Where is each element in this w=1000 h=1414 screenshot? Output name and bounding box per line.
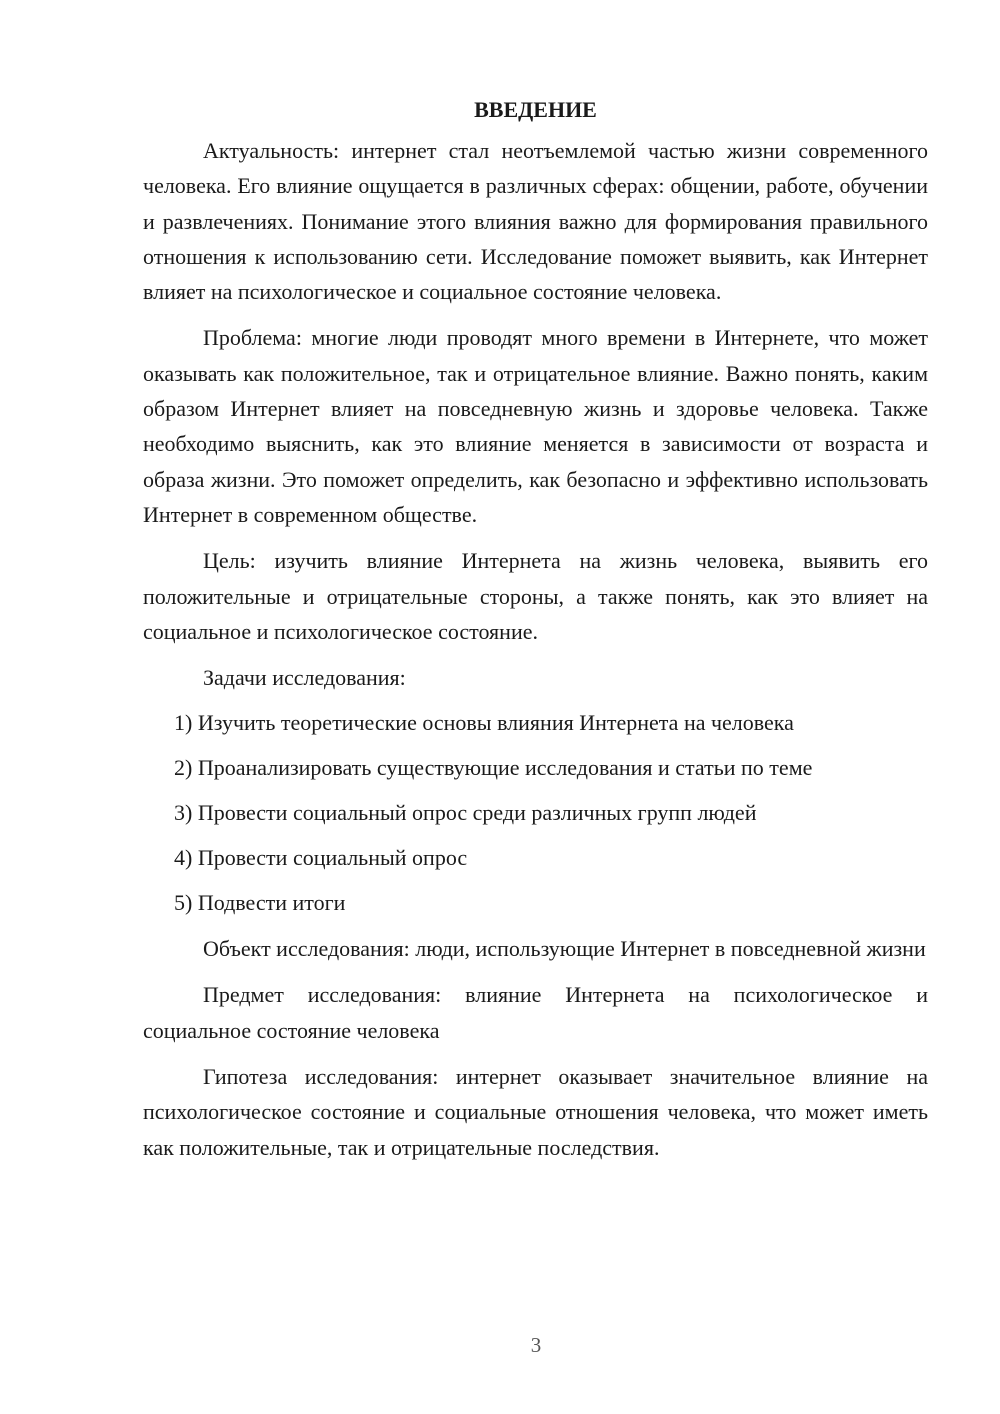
- list-item: 1) Изучить теоретические основы влияния Интернета на человека: [174, 710, 794, 736]
- object-paragraph: Объект исследования: люди, использующие Интернет в повседневной жизни: [203, 936, 926, 962]
- list-item: 4) Провести социальный опрос: [174, 845, 468, 871]
- subject-paragraph: Предмет исследования: влияние Интернета на психологическое и социальное состояние человека: [143, 982, 928, 1043]
- document-page: [143, 92, 928, 1176]
- page-number: 3: [530, 1333, 542, 1357]
- tasks-list: [143, 705, 928, 920]
- tasks-heading: Задачи исследования:: [203, 665, 406, 691]
- list-item: 5) Подвести итоги: [174, 890, 346, 916]
- relevance-paragraph: Актуальность: интернет стал неотъемлемой частью жизни современного человека. Его влияние ощущается в различных сферах: общении, работе, обучении и развлечениях. Понимание этого влияния важно для формирования правильного отношения к использованию сети. Исследование поможет выявить, как Интернет влияет на психологическое и социальное состояние человека.: [143, 138, 928, 305]
- section-title: ВВЕДЕНИЕ: [474, 97, 597, 122]
- hypothesis-paragraph: Гипотеза исследования: интернет оказывает значительное влияние на психологическое состояние и социальные отношения человека, что может иметь как положительные, так и отрицательные последствия.: [143, 1064, 928, 1160]
- list-item: 2) Проанализировать существующие исследования и статьи по теме: [174, 755, 813, 781]
- goal-paragraph: Цель: изучить влияние Интернета на жизнь человека, выявить его положительные и отрицательные стороны, а также понять, как это влияет на социальное и психологическое состояние.: [143, 548, 928, 644]
- problem-paragraph: Проблема: многие люди проводят много времени в Интернете, что может оказывать как положительное, так и отрицательное влияние. Важно понять, каким образом Интернет влияет на повседневную жизнь и здоровье человека. Также необходимо выяснить, как это влияние меняется в зависимости от возраста и образа жизни. Это поможет определить, как безопасно и эффективно использовать Интернет в современном обществе.: [143, 325, 928, 527]
- list-item: 3) Провести социальный опрос среди различных групп людей: [174, 800, 757, 826]
